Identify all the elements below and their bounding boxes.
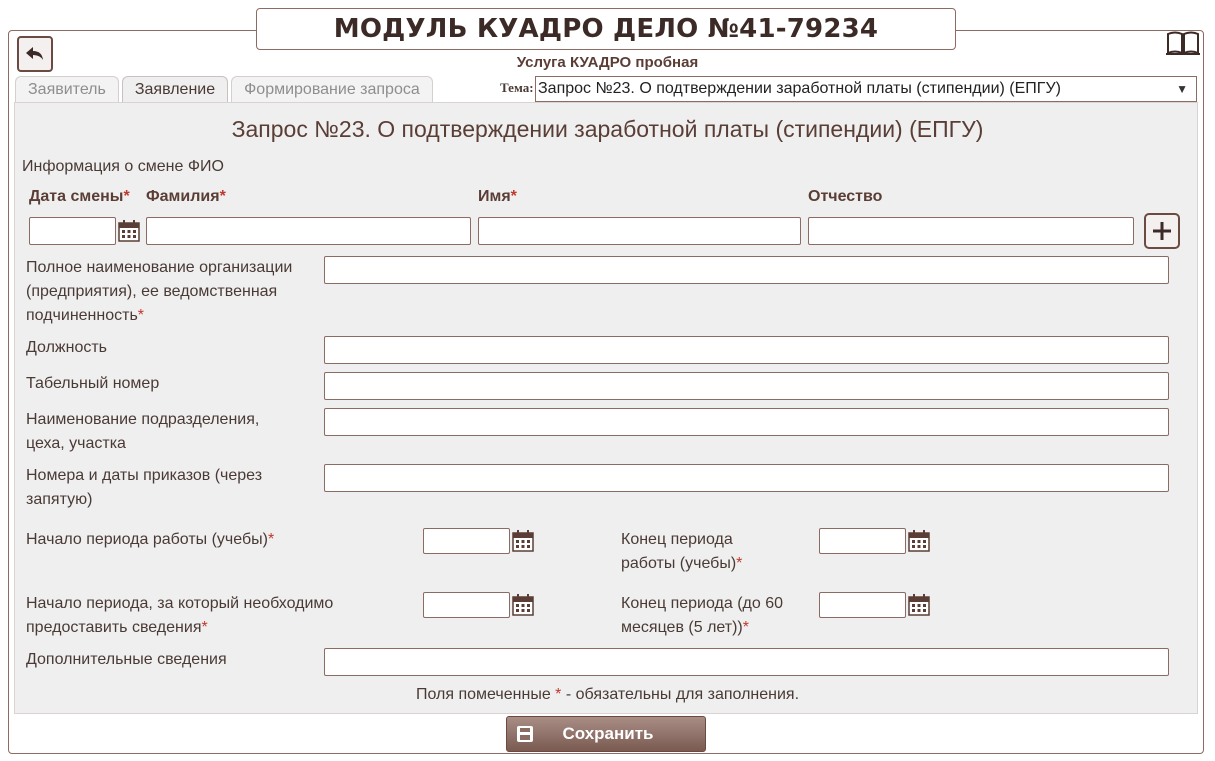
orders-input[interactable] [324, 464, 1169, 492]
period-end-label [621, 592, 783, 640]
work-end-label-line: работы (учебы) [621, 555, 737, 572]
orders-label-line: запятую) [26, 491, 93, 508]
fio-date-header-text: Дата смены [29, 188, 124, 205]
work-end-label-line: Конец периода [621, 531, 733, 548]
tab-number-label: Табельный номер [26, 375, 160, 392]
required-mark: * [555, 686, 562, 703]
book-icon[interactable] [1165, 30, 1201, 56]
required-mark: * [267, 531, 275, 548]
division-label-line: цеха, участка [26, 435, 126, 452]
form-title: Запрос №23. О подтверждении заработной платы (стипендии) (ЕПГУ) [231, 116, 984, 142]
calendar-icon[interactable] [117, 219, 141, 243]
footnote-text: Поля помеченные [415, 686, 556, 703]
work-end-label [621, 528, 742, 576]
division-label [26, 408, 259, 456]
org-label [26, 256, 292, 328]
fio-surname-input[interactable] [146, 217, 471, 245]
period-end-label-line: месяцев (5 лет)) [621, 619, 743, 636]
fio-patronymic-header: Отчество [808, 188, 883, 205]
additional-input[interactable] [324, 648, 1169, 676]
dropdown-arrow-icon: ▼ [1176, 82, 1188, 96]
required-mark: * [219, 188, 226, 205]
tab-applicant[interactable]: Заявитель [15, 76, 119, 103]
plus-icon [1152, 221, 1172, 241]
fio-date-input[interactable] [29, 217, 116, 245]
fio-name-input[interactable] [478, 217, 801, 245]
period-end-date-input[interactable] [819, 592, 906, 618]
orders-label-line: Номера и даты приказов (через [26, 467, 263, 484]
work-start-date-input[interactable] [423, 528, 510, 554]
period-start-label-line: Начало периода, за который необходимо [26, 595, 334, 612]
theme-selected-value: Запрос №23. О подтверждении заработной платы (стипендии) (ЕПГУ) [538, 80, 1061, 97]
orders-label [26, 464, 262, 512]
division-label-line: Наименование подразделения, [26, 411, 260, 428]
required-footnote [0, 686, 1215, 704]
required-mark: * [123, 188, 130, 205]
required-mark: * [137, 307, 145, 324]
calendar-icon[interactable] [511, 593, 535, 617]
fio-surname-header [146, 188, 226, 206]
work-start-label [26, 528, 274, 552]
calendar-icon[interactable] [907, 593, 931, 617]
fio-patronymic-input[interactable] [808, 217, 1134, 245]
period-start-label-line: предоставить сведения [26, 619, 202, 636]
period-end-label-line: Конец периода (до 60 [621, 595, 783, 612]
fio-date-header [29, 188, 130, 206]
service-name: Услуга КУАДРО пробная [516, 54, 699, 71]
tab-bar [15, 76, 433, 103]
fio-surname-header-text: Фамилия [146, 188, 220, 205]
fio-name-header-text: Имя [478, 188, 511, 205]
fio-section-label: Информация о смене ФИО [22, 158, 224, 175]
division-input[interactable] [324, 408, 1169, 436]
required-mark: * [742, 619, 749, 636]
required-mark: * [736, 555, 743, 572]
tab-number-input[interactable] [324, 372, 1169, 400]
save-button-label: Сохранить [562, 724, 654, 743]
save-button[interactable] [506, 716, 706, 752]
position-label: Должность [26, 339, 107, 356]
work-start-label-text: Начало периода работы (учебы) [26, 531, 268, 548]
module-title: МОДУЛЬ КУАДРО ДЕЛО №41-79234 [256, 8, 956, 50]
work-end-date-input[interactable] [819, 528, 906, 554]
add-fio-button[interactable] [1144, 213, 1180, 249]
required-mark: * [510, 188, 517, 205]
period-start-label [26, 592, 333, 640]
fio-name-header [478, 188, 517, 206]
save-icon [515, 724, 535, 744]
footnote-text: - обязательны для заполнения. [561, 686, 800, 703]
org-label-line: (предприятия), ее ведомственная [26, 283, 278, 300]
org-label-line: подчиненность [26, 307, 138, 324]
tab-request-forming[interactable]: Формирование запроса [231, 76, 433, 103]
org-input[interactable] [324, 256, 1169, 284]
calendar-icon[interactable] [511, 529, 535, 553]
theme-select[interactable] [535, 76, 1197, 102]
additional-label: Дополнительные сведения [26, 651, 227, 668]
required-mark: * [201, 619, 208, 636]
calendar-icon[interactable] [907, 529, 931, 553]
org-label-line: Полное наименование организации [26, 259, 293, 276]
period-start-date-input[interactable] [423, 592, 510, 618]
tab-application[interactable]: Заявление [122, 76, 228, 103]
theme-label: Тема: [500, 80, 534, 95]
position-input[interactable] [324, 336, 1169, 364]
